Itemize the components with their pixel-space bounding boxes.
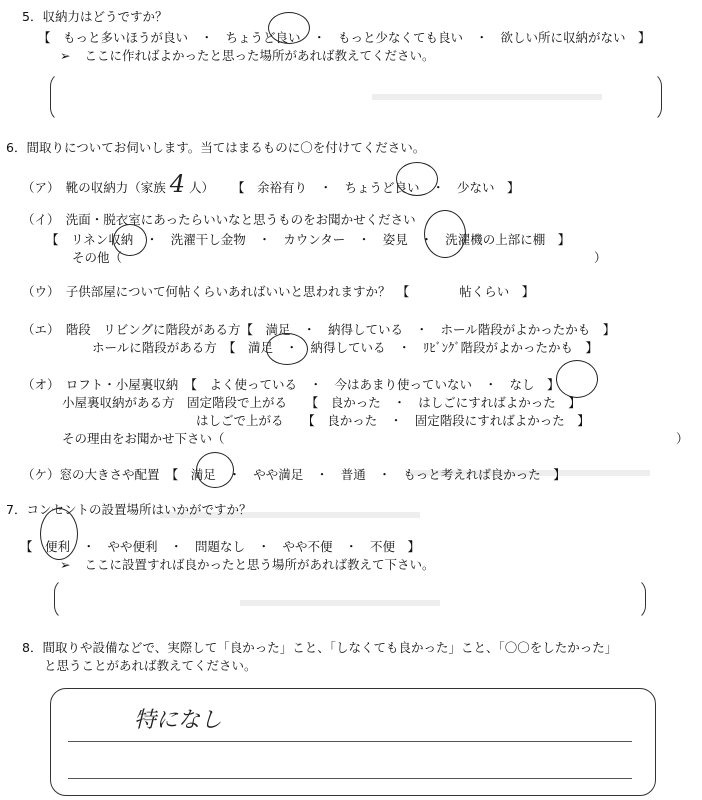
q6-e-line1: （エ） 階段 リビングに階段がある方【 満足 ・ 納得している ・ ホール階段がよかったかも 】 <box>22 322 616 337</box>
q7-sub-text: ここに設置すれば良かったと思う場所があれば教えて下さい。 <box>84 557 435 572</box>
q6-i-circle-mirror <box>424 210 466 258</box>
q6-a-circle-mark <box>396 162 438 196</box>
arrow-icon: ➢ <box>60 557 71 572</box>
q5-options: 【 もっと多いほうが良い ・ ちょうど良い ・ もっと少なくても良い ・ 欲しい所に収納がない 】 <box>38 30 651 45</box>
q6-i-line2: 【 リネン収納 ・ 洗濯干し金物 ・ カウンター ・ 姿見 ・ 洗濯機の上部に棚 】 <box>46 232 571 247</box>
q5-sub-text: ここに作ればよかったと思った場所があれば教えてください。 <box>84 48 435 63</box>
q7-sub <box>60 557 434 573</box>
q6-o-circle-mark <box>556 360 598 398</box>
q6-a-options: 【 余裕有り ・ ちょうど良い ・ 少ない 】 <box>232 180 520 195</box>
q6-o-reason-close: ） <box>676 431 689 446</box>
q8-answer-text: 特になし <box>134 708 223 733</box>
q7-title: 7．コンセントの設置場所はいかがですか？ <box>6 502 252 517</box>
q6-u-line: （ウ） 子供部屋について何帖くらいあればいいと思われますか？ 【 帖くらい 】 <box>22 284 535 299</box>
q6-i-line3 <box>72 250 122 266</box>
q5-sub <box>60 48 434 64</box>
q6-o-line4 <box>62 431 225 447</box>
q5-answer-box[interactable] <box>50 72 662 122</box>
q6-o-line1: （オ） ロフト・小屋裏収納 【 よく使っている ・ 今はあまり使っていない ・ なし 】 <box>22 377 560 392</box>
q7-circle-mark <box>40 508 78 560</box>
q8-answer-rule <box>68 741 632 742</box>
arrow-icon: ➢ <box>60 48 71 63</box>
q6-i-line1: （イ） 洗面・脱衣室にあったらいいなと思うものをお聞かせください <box>22 212 416 227</box>
q6-a-count: 4 <box>169 170 186 198</box>
q8-answer-rule <box>68 778 632 779</box>
q6-title: 6．間取りについてお伺いします。当てはまるものに〇を付けてください。 <box>6 140 426 155</box>
q6-o-line3: はしごで上がる 【 良かった ・ 固定階段にすればよかった 】 <box>196 413 590 428</box>
q6-i-other-label: その他（ <box>72 250 123 265</box>
q5-title: 5．収納力はどうですか？ <box>22 9 168 24</box>
q6-a-unit: 人） <box>189 180 215 195</box>
q6-a-label: （ア） 靴の収納力（家族 <box>22 180 166 195</box>
q8-title2: と思うことがあれば教えてください。 <box>44 658 257 673</box>
q8-answer-box[interactable] <box>50 688 656 796</box>
q6-o-reason-label: その理由をお聞かせ下さい（ <box>62 431 225 446</box>
q6-i-circle-linen <box>113 224 147 256</box>
q6-a-line <box>22 170 520 198</box>
q6-e-line2: ホールに階段がある方 【 満足 ・ 納得している ・ ﾘﾋﾞﾝｸﾞ階段がよかったかも 】 <box>92 340 599 355</box>
q5-circle-mark <box>268 12 310 44</box>
q6-e-circle-mark <box>266 333 308 365</box>
q7-options: 【 便利 ・ やや便利 ・ 問題なし ・ やや不便 ・ 不便 】 <box>20 539 421 554</box>
q6-k-line: （ケ）窓の大きさや配置 【 満足 ・ やや満足 ・ 普通 ・ もっと考えれば良かった 】 <box>22 467 566 482</box>
q8-title: 8．間取りや設備などで、実際して「良かった」こと、「しなくても良かった」こと、「〇〇をしたかった」 <box>22 640 618 655</box>
q6-k-circle-mark <box>196 452 234 488</box>
q6-o-line2: 小屋裏収納がある方 固定階段で上がる 【 良かった ・ はしごにすればよかった 】 <box>62 395 581 410</box>
q7-answer-box[interactable] <box>54 578 646 620</box>
q6-i-other-close: ） <box>594 250 607 265</box>
